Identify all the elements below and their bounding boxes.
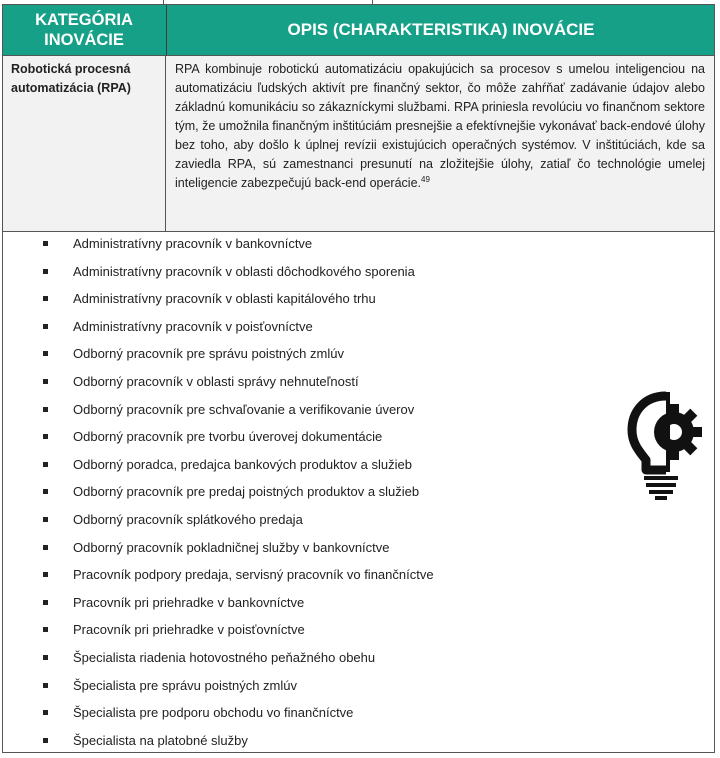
list-item — [3, 731, 714, 758]
list-item — [3, 455, 714, 483]
header-category: KATEGÓRIA INOVÁCIE — [35, 11, 133, 49]
bullet-icon — [43, 572, 48, 577]
occupation-label: Odborný pracovník splátkového predaja — [73, 511, 303, 527]
occupation-label: Administratívny pracovník v bankovníctve — [73, 236, 313, 251]
description-text: RPA kombinuje robotickú automatizáciu opakujúcich sa procesov s umelou inteligenciou na automatizáciu ľudských aktivít pre finančný sektor, čo môže zahŕňať zadávanie údajov alebo základnú komunikáciu so zákazníckymi službami. RPA priniesla revolúciu vo finančnom sektore tým, že umožnila finančným inštitúciám presnejšie a efektívnejšie vykonávať back-endové úlohy bez toho, aby došlo k úplnej revízii existujúcich operačných systémov. V inštitúciách, kde sa zaviedla RPA, sú zamestnanci presunutí na zložitejšie úlohy, zatiaľ čo technológie umelej inteligencie zabezpečujú back-end operácie. — [175, 62, 705, 190]
bullet-icon — [43, 462, 48, 467]
list-item — [3, 344, 714, 372]
occupation-label: Špecialista na platobné služby — [73, 732, 248, 748]
bullet-icon — [43, 241, 48, 246]
list-item — [3, 565, 714, 593]
list-item — [3, 317, 714, 345]
bullet-icon — [43, 379, 48, 384]
bullet-icon — [43, 434, 48, 439]
innovation-description — [175, 60, 705, 193]
occupation-label: Administratívny pracovník v poisťovníctve — [73, 318, 313, 334]
bullet-icon — [43, 738, 48, 743]
list-item — [3, 372, 714, 400]
occupation-label: Odborný pracovník pokladničnej služby v bankovníctve — [73, 539, 390, 555]
list-item — [3, 510, 714, 538]
bullet-icon — [43, 600, 48, 605]
innovation-category: Robotická procesná automatizácia (RPA) — [11, 62, 131, 95]
list-item — [3, 427, 714, 455]
header-description: OPIS (CHARAKTERISTIKA) INOVÁCIE — [166, 5, 715, 55]
occupation-label: Odborný poradca, predajca bankových produktov a služieb — [73, 456, 412, 472]
occupation-label: Špecialista pre podporu obchodu vo finančníctve — [73, 705, 354, 721]
bullet-icon — [43, 407, 48, 412]
list-item — [3, 482, 714, 510]
bullet-icon — [43, 269, 48, 274]
bullet-icon — [43, 683, 48, 688]
occupation-label: Odborný pracovník pre schvaľovanie a verifikovanie úverov — [73, 401, 415, 417]
occupation-label: Špecialista riadenia hotovostného peňažného obehu — [73, 649, 376, 665]
list-item — [3, 676, 714, 704]
list-item — [3, 703, 714, 731]
list-item — [3, 400, 714, 428]
list-item — [3, 648, 714, 676]
innovation-row — [3, 55, 714, 232]
occupation-label: Administratívny pracovník v oblasti dôchodkového sporenia — [73, 263, 415, 279]
table-header — [3, 5, 714, 55]
occupation-label: Odborný pracovník pre predaj poistných produktov a služieb — [73, 484, 420, 500]
bullet-icon — [43, 351, 48, 356]
bullet-icon — [43, 627, 48, 632]
footnote-ref: 49 — [421, 174, 430, 184]
bullet-icon — [43, 296, 48, 301]
bullet-icon — [43, 710, 48, 715]
bullet-icon — [43, 324, 48, 329]
list-item — [3, 593, 714, 621]
lightbulb-gear-icon — [626, 388, 710, 502]
innovation-table — [2, 4, 715, 753]
occupation-label: Odborný pracovník pre tvorbu úverovej dokumentácie — [73, 429, 383, 445]
occupation-label: Pracovník pri priehradke v bankovníctve — [73, 594, 305, 610]
list-item — [3, 289, 714, 317]
bullet-icon — [43, 655, 48, 660]
bullet-icon — [43, 545, 48, 550]
occupation-label: Administratívny pracovník v oblasti kapitálového trhu — [73, 291, 376, 307]
occupation-label: Odborný pracovník v oblasti správy nehnuteľností — [73, 373, 359, 389]
bullet-icon — [43, 517, 48, 522]
list-item — [3, 538, 714, 566]
occupation-list — [3, 234, 714, 758]
list-item — [3, 262, 714, 290]
occupation-label: Špecialista pre správu poistných zmlúv — [73, 677, 297, 693]
occupation-label: Pracovník podpory predaja, servisný pracovník vo finančníctve — [73, 567, 434, 583]
bullet-icon — [43, 489, 48, 494]
occupation-label: Odborný pracovník pre správu poistných zmlúv — [73, 346, 344, 362]
occupation-label: Pracovník pri priehradke v poisťovníctve — [73, 622, 305, 638]
list-item — [3, 234, 714, 262]
column-divider — [165, 56, 166, 231]
list-item — [3, 620, 714, 648]
